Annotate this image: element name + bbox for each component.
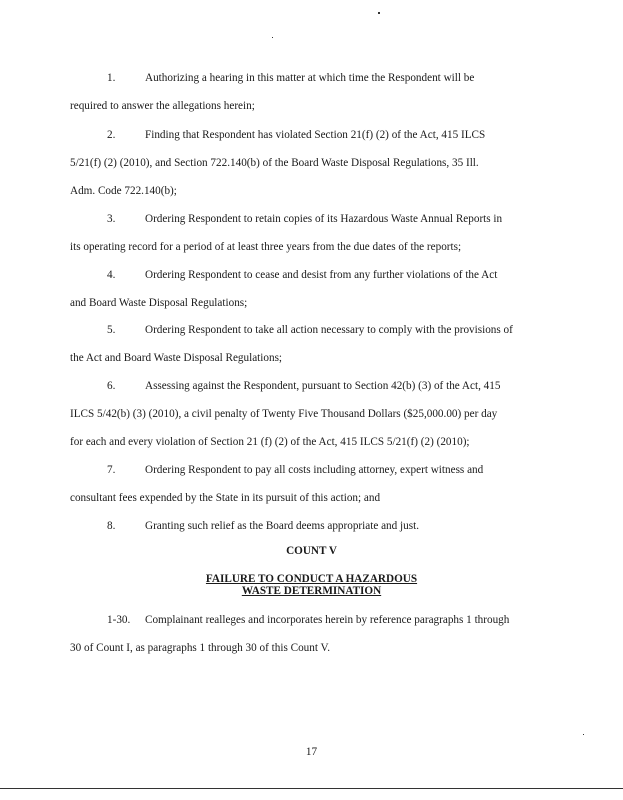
realleges-text: Complainant realleges and incorporates herein by reference paragraphs 1 through <box>145 614 510 626</box>
item-continuation: Adm. Code 722.140(b); <box>70 185 177 197</box>
item-text: Granting such relief as the Board deems appropriate and just. <box>145 520 420 532</box>
count-title-line-1: FAILURE TO CONDUCT A HAZARDOUS <box>205 573 418 585</box>
item-number: 3. <box>107 213 116 225</box>
item-continuation: 5/21(f) (2) (2010), and Section 722.140(b) of the Board Waste Disposal Regulations, 35 Ill. <box>70 157 479 169</box>
item-number: 6. <box>107 380 116 392</box>
scan-speck <box>272 37 273 38</box>
item-text: Ordering Respondent to cease and desist from any further violations of the Act <box>145 269 498 281</box>
item-continuation: for each and every violation of Section 21 (f) (2) of the Act, 415 ILCS 5/21(f) (2) (2010); <box>70 436 470 448</box>
item-text: Assessing against the Respondent, pursuant to Section 42(b) (3) of the Act, 415 <box>145 380 501 392</box>
scan-speck <box>378 12 380 14</box>
realleges-continuation: 30 of Count I, as paragraphs 1 through 30 of this Count V. <box>70 642 330 654</box>
item-continuation: and Board Waste Disposal Regulations; <box>70 297 248 309</box>
item-continuation: required to answer the allegations herein; <box>70 100 255 112</box>
item-number: 5. <box>107 324 116 336</box>
item-text: Authorizing a hearing in this matter at which time the Respondent will be <box>145 72 475 84</box>
item-number: 8. <box>107 520 116 532</box>
scan-speck <box>583 734 584 735</box>
item-continuation: its operating record for a period of at least three years from the due dates of the reports; <box>70 241 462 253</box>
item-continuation: ILCS 5/42(b) (3) (2010), a civil penalty of Twenty Five Thousand Dollars ($25,000.00) per day <box>70 408 498 420</box>
scan-bottom-edge <box>0 788 623 789</box>
item-continuation: consultant fees expended by the State in its pursuit of this action; and <box>70 492 381 504</box>
item-text: Ordering Respondent to retain copies of its Hazardous Waste Annual Reports in <box>145 213 503 225</box>
item-text: Finding that Respondent has violated Section 21(f) (2) of the Act, 415 ILCS <box>145 129 486 141</box>
item-number: 1. <box>107 72 116 84</box>
page-number: 17 <box>305 746 318 758</box>
count-title-line-2: WASTE DETERMINATION <box>241 585 382 597</box>
realleges-number: 1-30. <box>107 614 131 626</box>
item-number: 7. <box>107 464 116 476</box>
count-heading: COUNT V <box>286 545 337 557</box>
item-text: Ordering Respondent to pay all costs including attorney, expert witness and <box>145 464 484 476</box>
item-number: 2. <box>107 129 116 141</box>
item-text: Ordering Respondent to take all action necessary to comply with the provisions of <box>145 324 513 336</box>
item-number: 4. <box>107 269 116 281</box>
item-continuation: the Act and Board Waste Disposal Regulations; <box>70 352 283 364</box>
